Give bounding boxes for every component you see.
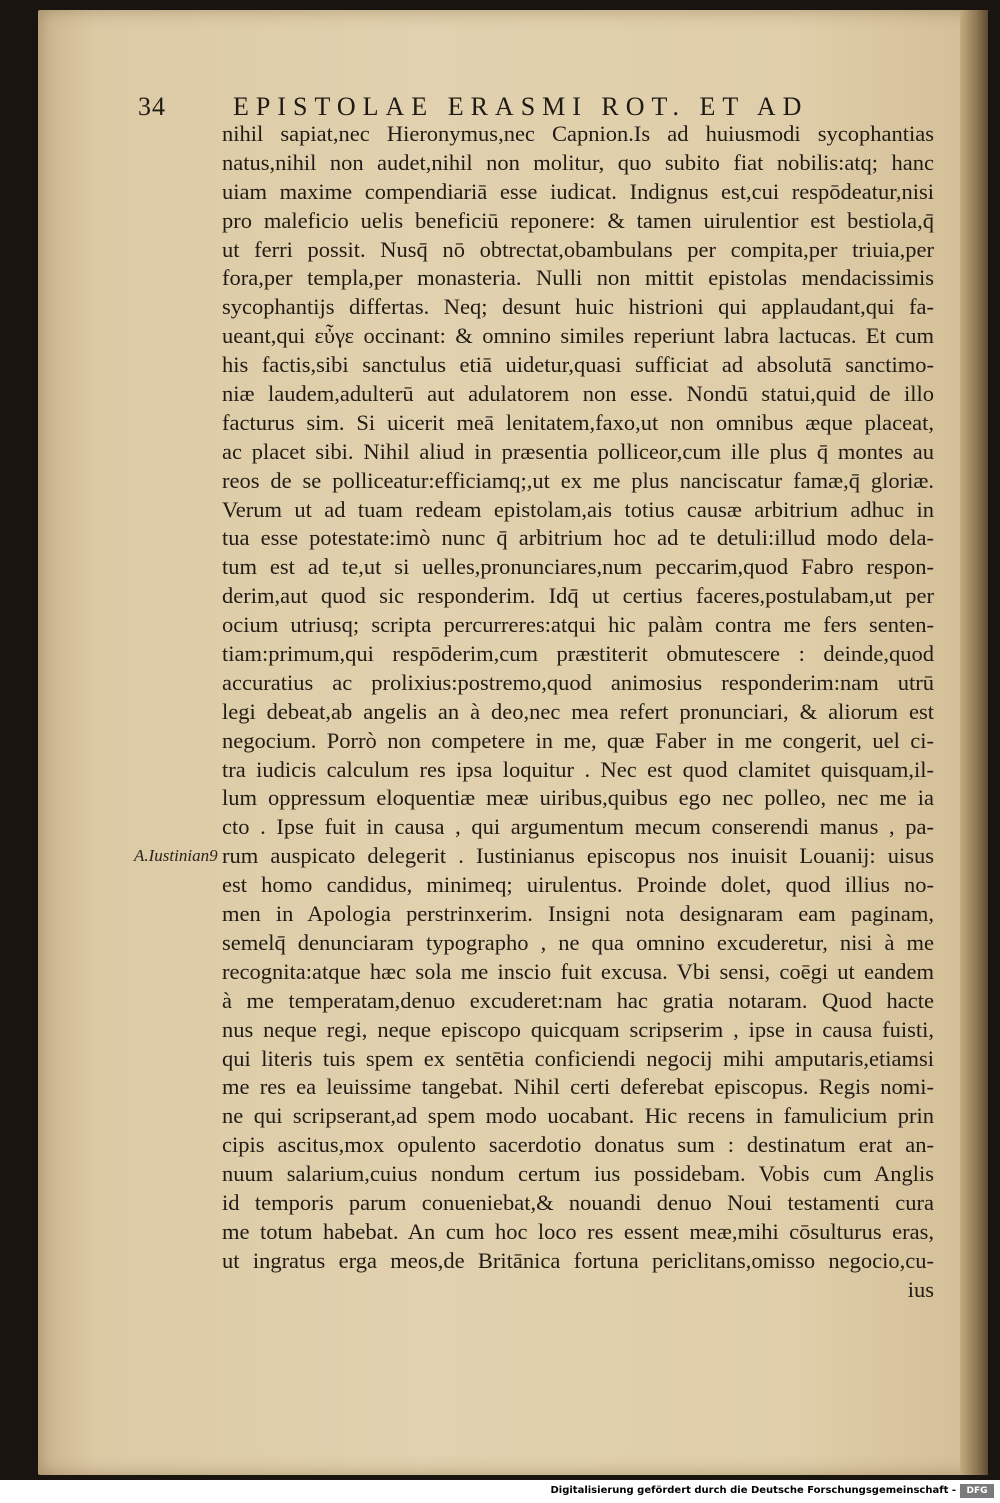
- text-line: Verum ut ad tuam redeam epistolam,ais totius causæ arbitrium adhuc in: [222, 496, 934, 522]
- text-line: men in Apologia perstrinxerim. Insigni nota designaram eam paginam,: [222, 901, 934, 927]
- text-line: tum est ad te,ut si uelles,pronunciares,num peccarim,quod Fabro respon-: [222, 554, 934, 580]
- text-line: rum auspicato delegerit . Iustinianus episcopus nos inuisit Louanij: uisus: [222, 843, 934, 869]
- text-line: ut ingratus erga meos,de Britānica fortuna periclitans,omisso negocio,cu-: [222, 1247, 934, 1273]
- text-line: natus,nihil non audet,nihil non molitur, quo subito fiat nobilis:atq; hanc: [222, 149, 934, 175]
- text-line: semelq̄ denunciaram typographo , ne qua omnino excuderetur, nisi à me: [222, 929, 934, 955]
- text-line: pro maleficio uelis beneficiū reponere: & tamen uirulentior est bestiola,q̄: [222, 207, 934, 233]
- text-line: lum oppressum eloquentiæ meæ uiribus,quibus ego nec polleo, nec me ia: [222, 785, 934, 811]
- text-line: ut ferri possit. Nusq̄ nō obtrectat,obambulans per compita,per triuia,per: [222, 236, 934, 262]
- text-line: tiam:primum,qui respōderim,cum præstiterit obmutescere : deinde,quod: [222, 641, 934, 667]
- folio-number: 34: [138, 92, 166, 121]
- text-line: tua esse potestate:imò nunc q̄ arbitrium hoc ad te detuli:illud modo dela-: [222, 525, 934, 551]
- text-line: ac placet sibi. Nihil aliud in præsentia polliceor,cum ille plus q̄ montes au: [222, 438, 934, 464]
- text-line: qui literis tuis spem ex sentētia conficiendi negocij mihi amputaris,etiamsi: [222, 1045, 934, 1071]
- text-line: ne qui scripserant,ad spem modo uocabant. Hic recens in famulicium prin: [222, 1103, 934, 1129]
- dfg-logo: DFG: [960, 1484, 994, 1498]
- catchword: ius: [907, 1276, 934, 1302]
- body-text: [222, 120, 934, 1305]
- text-line: his factis,sibi sanctulus etiā uidetur,quasi sufficiat ad absolutā sanctimo-: [222, 352, 934, 378]
- text-line: niæ laudem,adulterū aut adulatorem non esse. Nondū statui,quid de illo: [222, 381, 934, 407]
- text-line: id temporis parum conueniebat,& nouandi denuo Noui testamenti cura: [222, 1189, 934, 1215]
- page-edge: [960, 10, 988, 1475]
- text-line: recognita:atque hæc sola me inscio fuit excusa. Vbi sensi, coēgi ut eandem: [222, 958, 934, 984]
- text-line: accuratius ac prolixius:postremo,quod animosius responderim:nam utrū: [222, 669, 934, 695]
- text-line: ueant,qui εὖγε occinant: & omnino similes reperiunt labra lactucas. Et cum: [222, 323, 934, 349]
- running-title: EPISTOLAE ERASMI ROT. ET AD: [233, 92, 809, 121]
- text-line: reos de se polliceatur:efficiamq;,ut ex me plus nanciscatur famæ,q̄ gloriæ.: [222, 467, 934, 493]
- text-line: me totum habebat. An cum hoc loco res essent meæ,mihi cōsulturus eras,: [222, 1218, 934, 1244]
- footer-bar: [0, 1480, 1000, 1503]
- text-line: cipis ascitus,mox opulento sacerdotio donatus sum : destinatum erat an-: [222, 1132, 934, 1158]
- text-line: ocium utriusq; scripta percurreres:atqui hic palàm contra me fers senten-: [222, 612, 934, 638]
- text-line: nihil sapiat,nec Hieronymus,nec Capnion.Is ad huiusmodi sycophantias: [222, 121, 934, 146]
- text-line: nus neque regi, neque episcopo quicquam scripserim , ipse in causa fuisti,: [222, 1016, 934, 1042]
- text-line: est homo candidus, minimeq; uirulentus. Proinde dolet, quod illius no-: [222, 872, 934, 898]
- text-line: derim,aut quod sic responderim. Idq̄ ut certius faceres,postulabam,ut per: [222, 583, 934, 609]
- text-line: à me temperatam,denuo excuderet:nam hac gratia notaram. Quod hacte: [222, 987, 934, 1013]
- text-line: nuum salarium,cuius nondum certum ius possidebam. Vobis cum Anglis: [222, 1161, 934, 1187]
- text-line: cto . Ipse fuit in causa , qui argumentum mecum conserendi manus , pa-: [222, 814, 934, 840]
- text-line: legi debeat,ab angelis an à deo,nec mea refert pronunciari, & aliorum est: [222, 698, 934, 724]
- text-line: uiam maxime compendiariā esse iudicat. Indignus est,cui respōdeatur,nisi: [222, 178, 934, 204]
- text-line: tra iudicis calculum res ipsa loquitur . Nec est quod clamitet quisquam,il-: [222, 756, 934, 782]
- footer-credit: Digitalisierung gefördert durch die Deutsche Forschungsgemeinschaft -: [550, 1485, 956, 1496]
- text-line: facturus sim. Si uicerit meā lenitatem,faxo,ut non omnibus æque placeat,: [222, 409, 934, 435]
- text-line: negocium. Porrò non competere in me, quæ Faber in me congerit, uel ci-: [222, 727, 934, 753]
- text-line: sycophantijs differtas. Neq; desunt huic histrioni qui applaudant,qui fa-: [222, 294, 934, 320]
- marginal-note: A.Iustinian9: [134, 846, 218, 865]
- text-line: me res ea leuissime tangebat. Nihil certi deferebat episcopus. Regis nomi-: [222, 1074, 934, 1100]
- text-line: fora,per templa,per monasteria. Nulli non mittit epistolas mendacissimis: [222, 265, 934, 291]
